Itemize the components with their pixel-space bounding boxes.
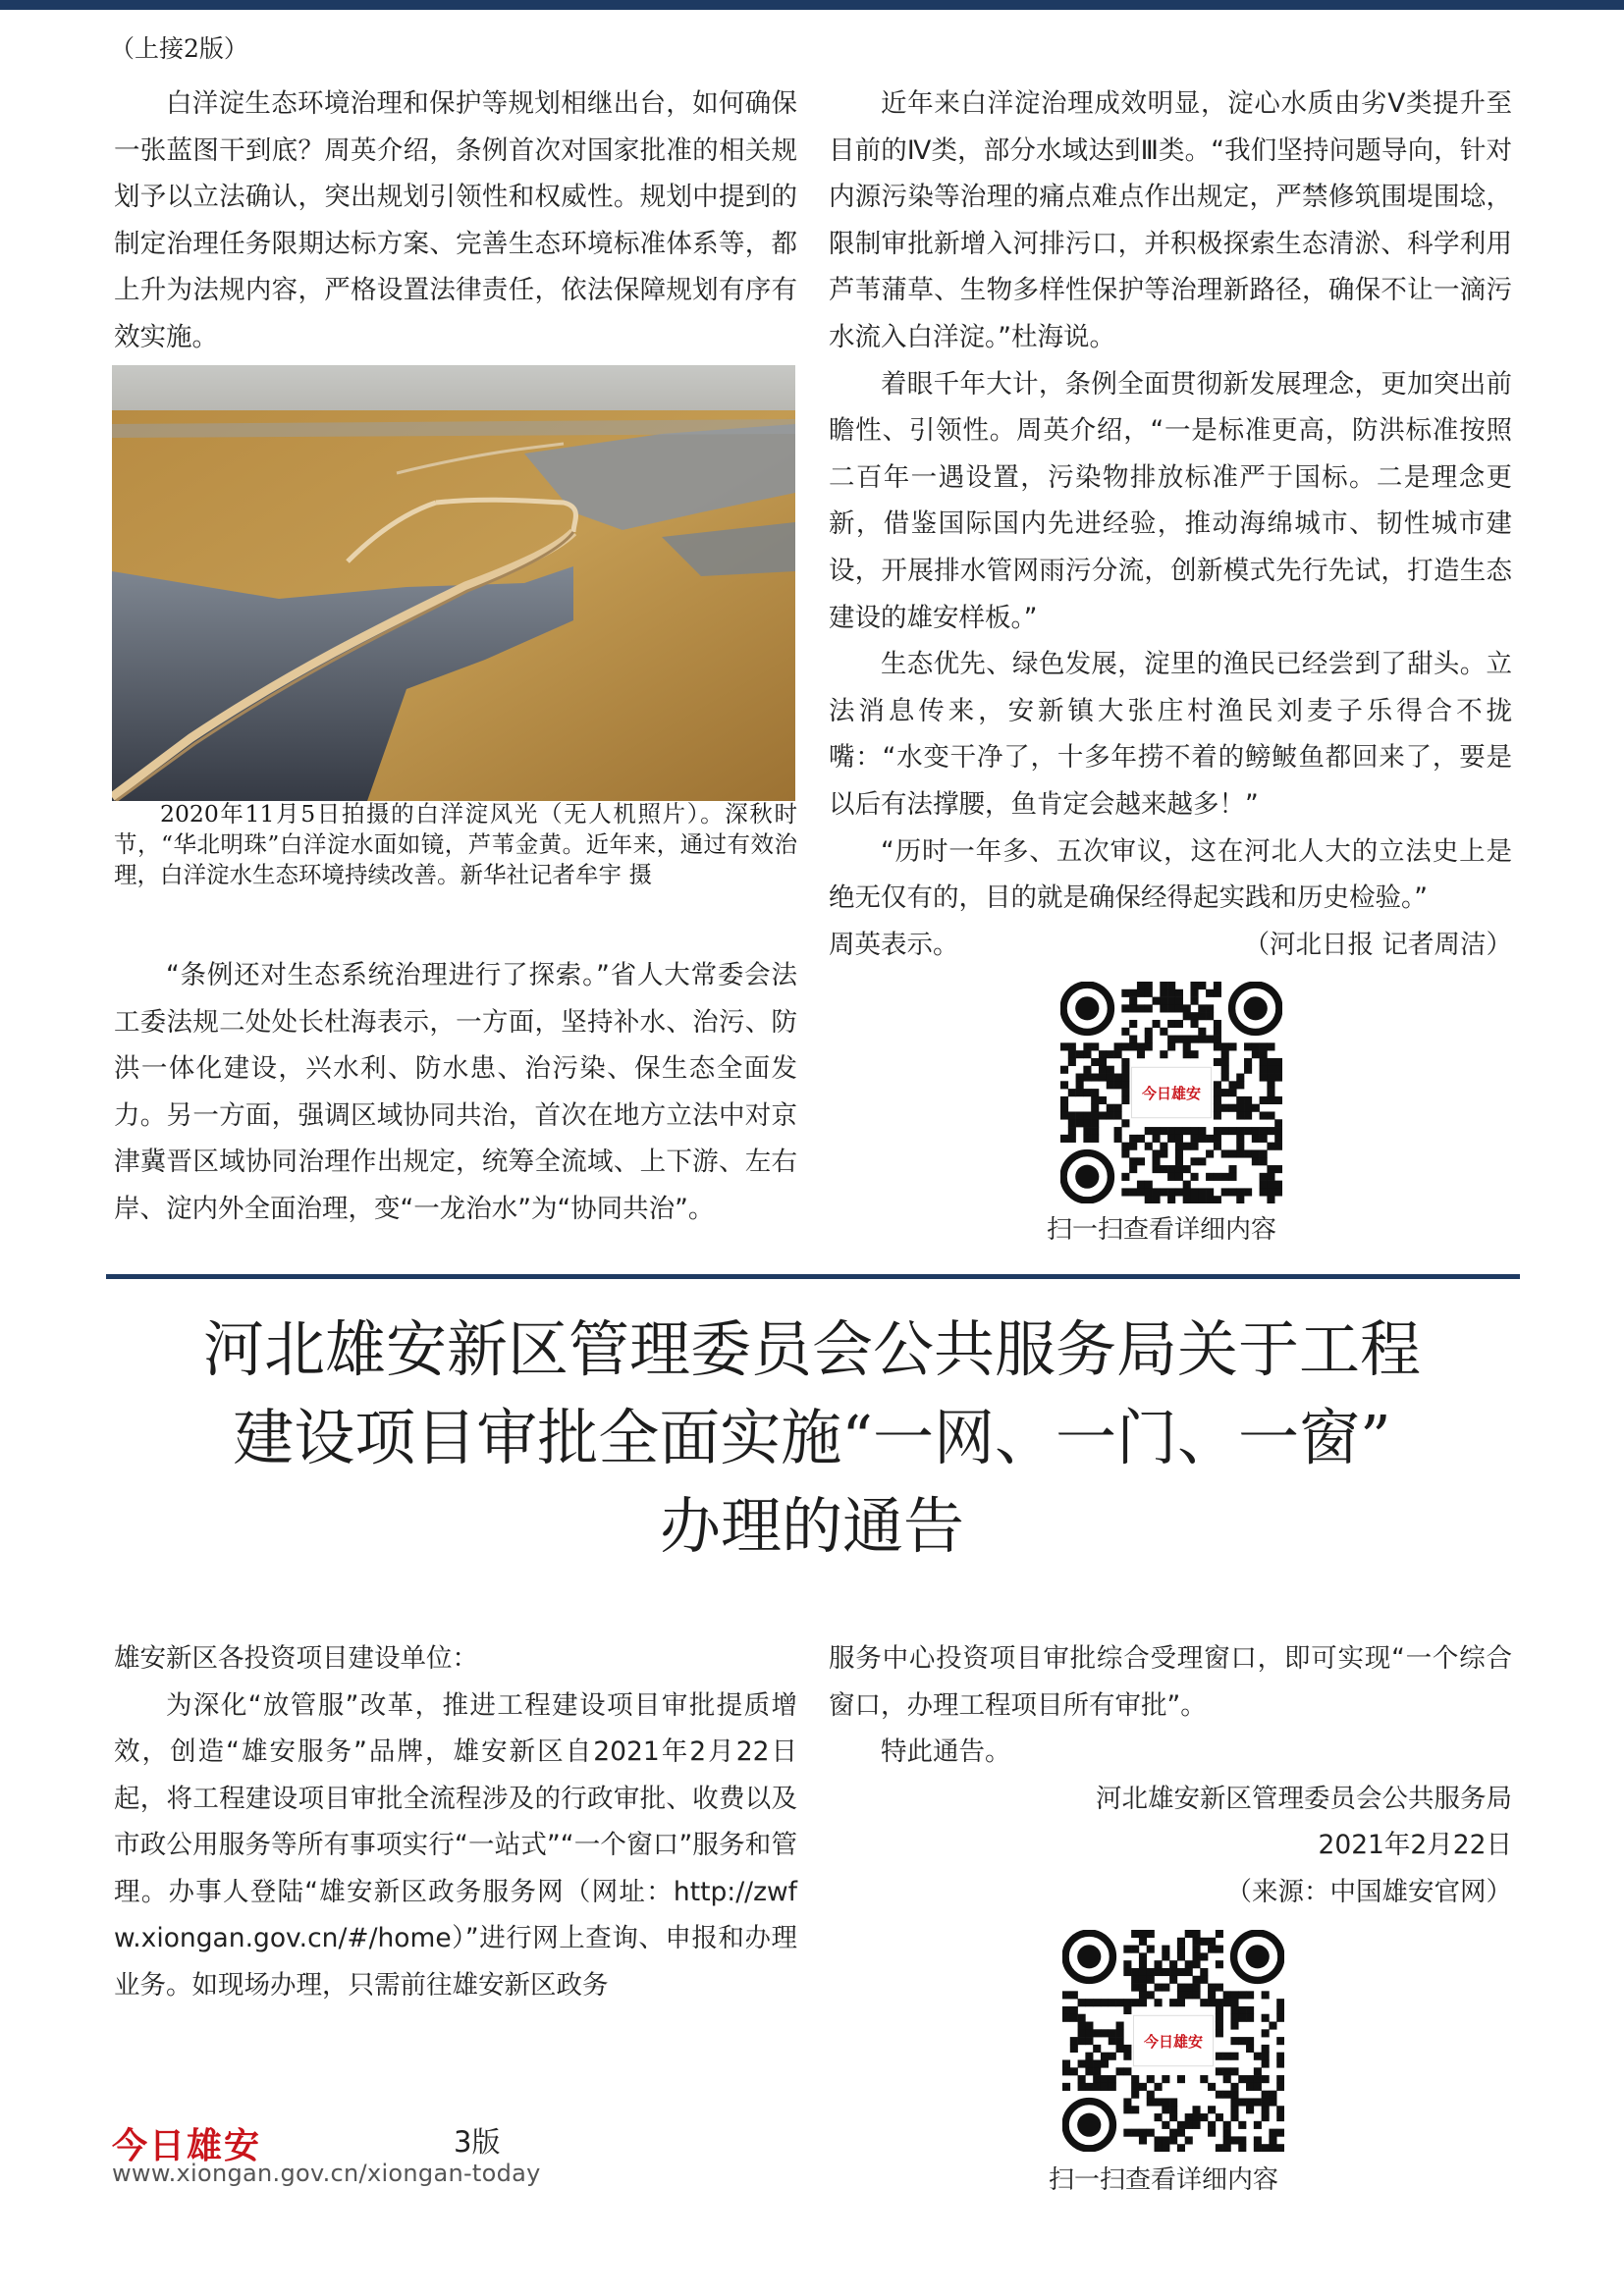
qr-label: 扫一扫查看详细内容: [1047, 1215, 1277, 1245]
byline-speaker: 周英表示。: [829, 929, 959, 960]
page-number: 3版: [454, 2125, 501, 2159]
qr-code[interactable]: [1062, 1930, 1284, 2152]
section-divider: [106, 1274, 1520, 1279]
notice-closing: 特此通告。: [881, 1736, 1011, 1767]
continued-note: （上接2版）: [110, 34, 248, 63]
qr-label: 扫一扫查看详细内容: [1049, 2165, 1279, 2195]
article-column-a: [114, 80, 797, 361]
notice-source: （来源：中国雄安官网）: [1225, 1876, 1512, 1907]
article-column-b: [114, 952, 797, 1233]
notice-title: [118, 1306, 1506, 1571]
photo-caption-text: 2020年11月5日拍摄的白洋淀风光（无人机照片）。深秋时节，“华北明珠”白洋淀水面如镜，芦苇金黄。近年来，通过有效治理，白洋淀水生态环境持续改善。新华社记者牟宇 摄: [114, 800, 797, 888]
notice-column-left: [114, 1635, 797, 2008]
top-bar: [0, 0, 1624, 10]
footer-brand-logo: 今日雄安: [112, 2125, 262, 2166]
footer-url: www.xiongan.gov.cn/xiongan-today: [112, 2160, 541, 2187]
title-line: 建设项目审批全面实施“一网、一门、一窗”: [233, 1402, 1391, 1473]
qr-logo-text: 今日雄安: [1143, 2033, 1204, 2052]
title-line: 办理的通告: [659, 1490, 964, 1562]
paragraph: “历时一年多、五次审议，这在河北人大的立法史上是绝无仅有的，目的就是确保经得起实践和历史检验。”: [829, 835, 1512, 914]
qr-logo-text: 今日雄安: [1141, 1085, 1202, 1103]
article-column-c: [829, 80, 1512, 968]
qr-code[interactable]: [1060, 982, 1282, 1203]
paragraph: 近年来白洋淀治理成效明显，淀心水质由劣Ⅴ类提升至目前的Ⅳ类，部分水域达到Ⅲ类。“我们坚持问题导向，针对内源污染等治理的痛点难点作出规定，严禁修筑围堤围埝，限制审批新增入河排污口，并积极探索生态清淤、科学利用芦苇蒲草、生物多样性保护等治理新路径，确保不让一滴污水流入白洋淀。”杜海说。: [829, 88, 1512, 352]
byline-source: （河北日报 记者周洁）: [1243, 929, 1512, 960]
paragraph: 白洋淀生态环境治理和保护等规划相继出台，如何确保一张蓝图干到底？周英介绍，条例首次对国家批准的相关规划予以立法确认，突出规划引领性和权威性。规划中提到的制定治理任务限期达标方案、完善生态环境标准体系等，都上升为法规内容，严格设置法律责任，依法保障规划有序有效实施。: [114, 88, 797, 352]
paragraph: 着眼千年大计，条例全面贯彻新发展理念，更加突出前瞻性、引领性。周英介绍，“一是标准更高，防洪标准按照二百年一遇设置，污染物排放标准严于国标。二是理念更新，借鉴国际国内先进经验，推动海绵城市、韧性城市建设，开展排水管网雨污分流，创新模式先行先试，打造生态建设的雄安样板。”: [829, 368, 1512, 633]
notice-issuer: 河北雄安新区管理委员会公共服务局: [1096, 1783, 1512, 1814]
photo-caption: [114, 799, 797, 890]
paragraph: “条例还对生态系统治理进行了探索。”省人大常委会法工委法规二处处长杜海表示，一方面，坚持补水、治污、防洪一体化建设，兴水利、防水患、治污染、保生态全面发力。另一方面，强调区域协同共治，首次在地方立法中对京津冀晋区域协同治理作出规定，统筹全流域、上下游、左右岸、淀内外全面治理，变“一龙治水”为“协同共治”。: [114, 960, 797, 1224]
paragraph: 生态优先、绿色发展，淀里的渔民已经尝到了甜头。立法消息传来，安新镇大张庄村渔民刘麦子乐得合不拢嘴：“水变干净了，十多年捞不着的鳑鲏鱼都回来了，要是以后有法撑腰，鱼肯定会越来越多！”: [829, 649, 1512, 820]
notice-column-right: [829, 1635, 1512, 1915]
notice-date: 2021年2月22日: [1318, 1830, 1512, 1860]
title-line: 河北雄安新区管理委员会公共服务局关于工程: [202, 1313, 1421, 1385]
notice-salutation: 雄安新区各投资项目建设单位：: [114, 1643, 478, 1674]
article-byline: [829, 922, 1512, 969]
notice-body-continued: 服务中心投资项目审批综合受理窗口，即可实现“一个综合窗口，办理工程项目所有审批”。: [829, 1643, 1512, 1721]
wetland-photo: [112, 365, 795, 801]
notice-body: 为深化“放管服”改革，推进工程建设项目审批提质增效，创造“雄安服务”品牌，雄安新区自2021年2月22日起，将工程建设项目审批全流程涉及的行政审批、收费以及市政公用服务等所有事项实行“一站式”“一个窗口”服务和管理。办事人登陆“雄安新区政务服务网（网址：http://zwfw.xiongan.gov.cn/#/home）”进行网上查询、申报和办理业务。如现场办理，只需前往雄安新区政务: [114, 1689, 797, 2001]
